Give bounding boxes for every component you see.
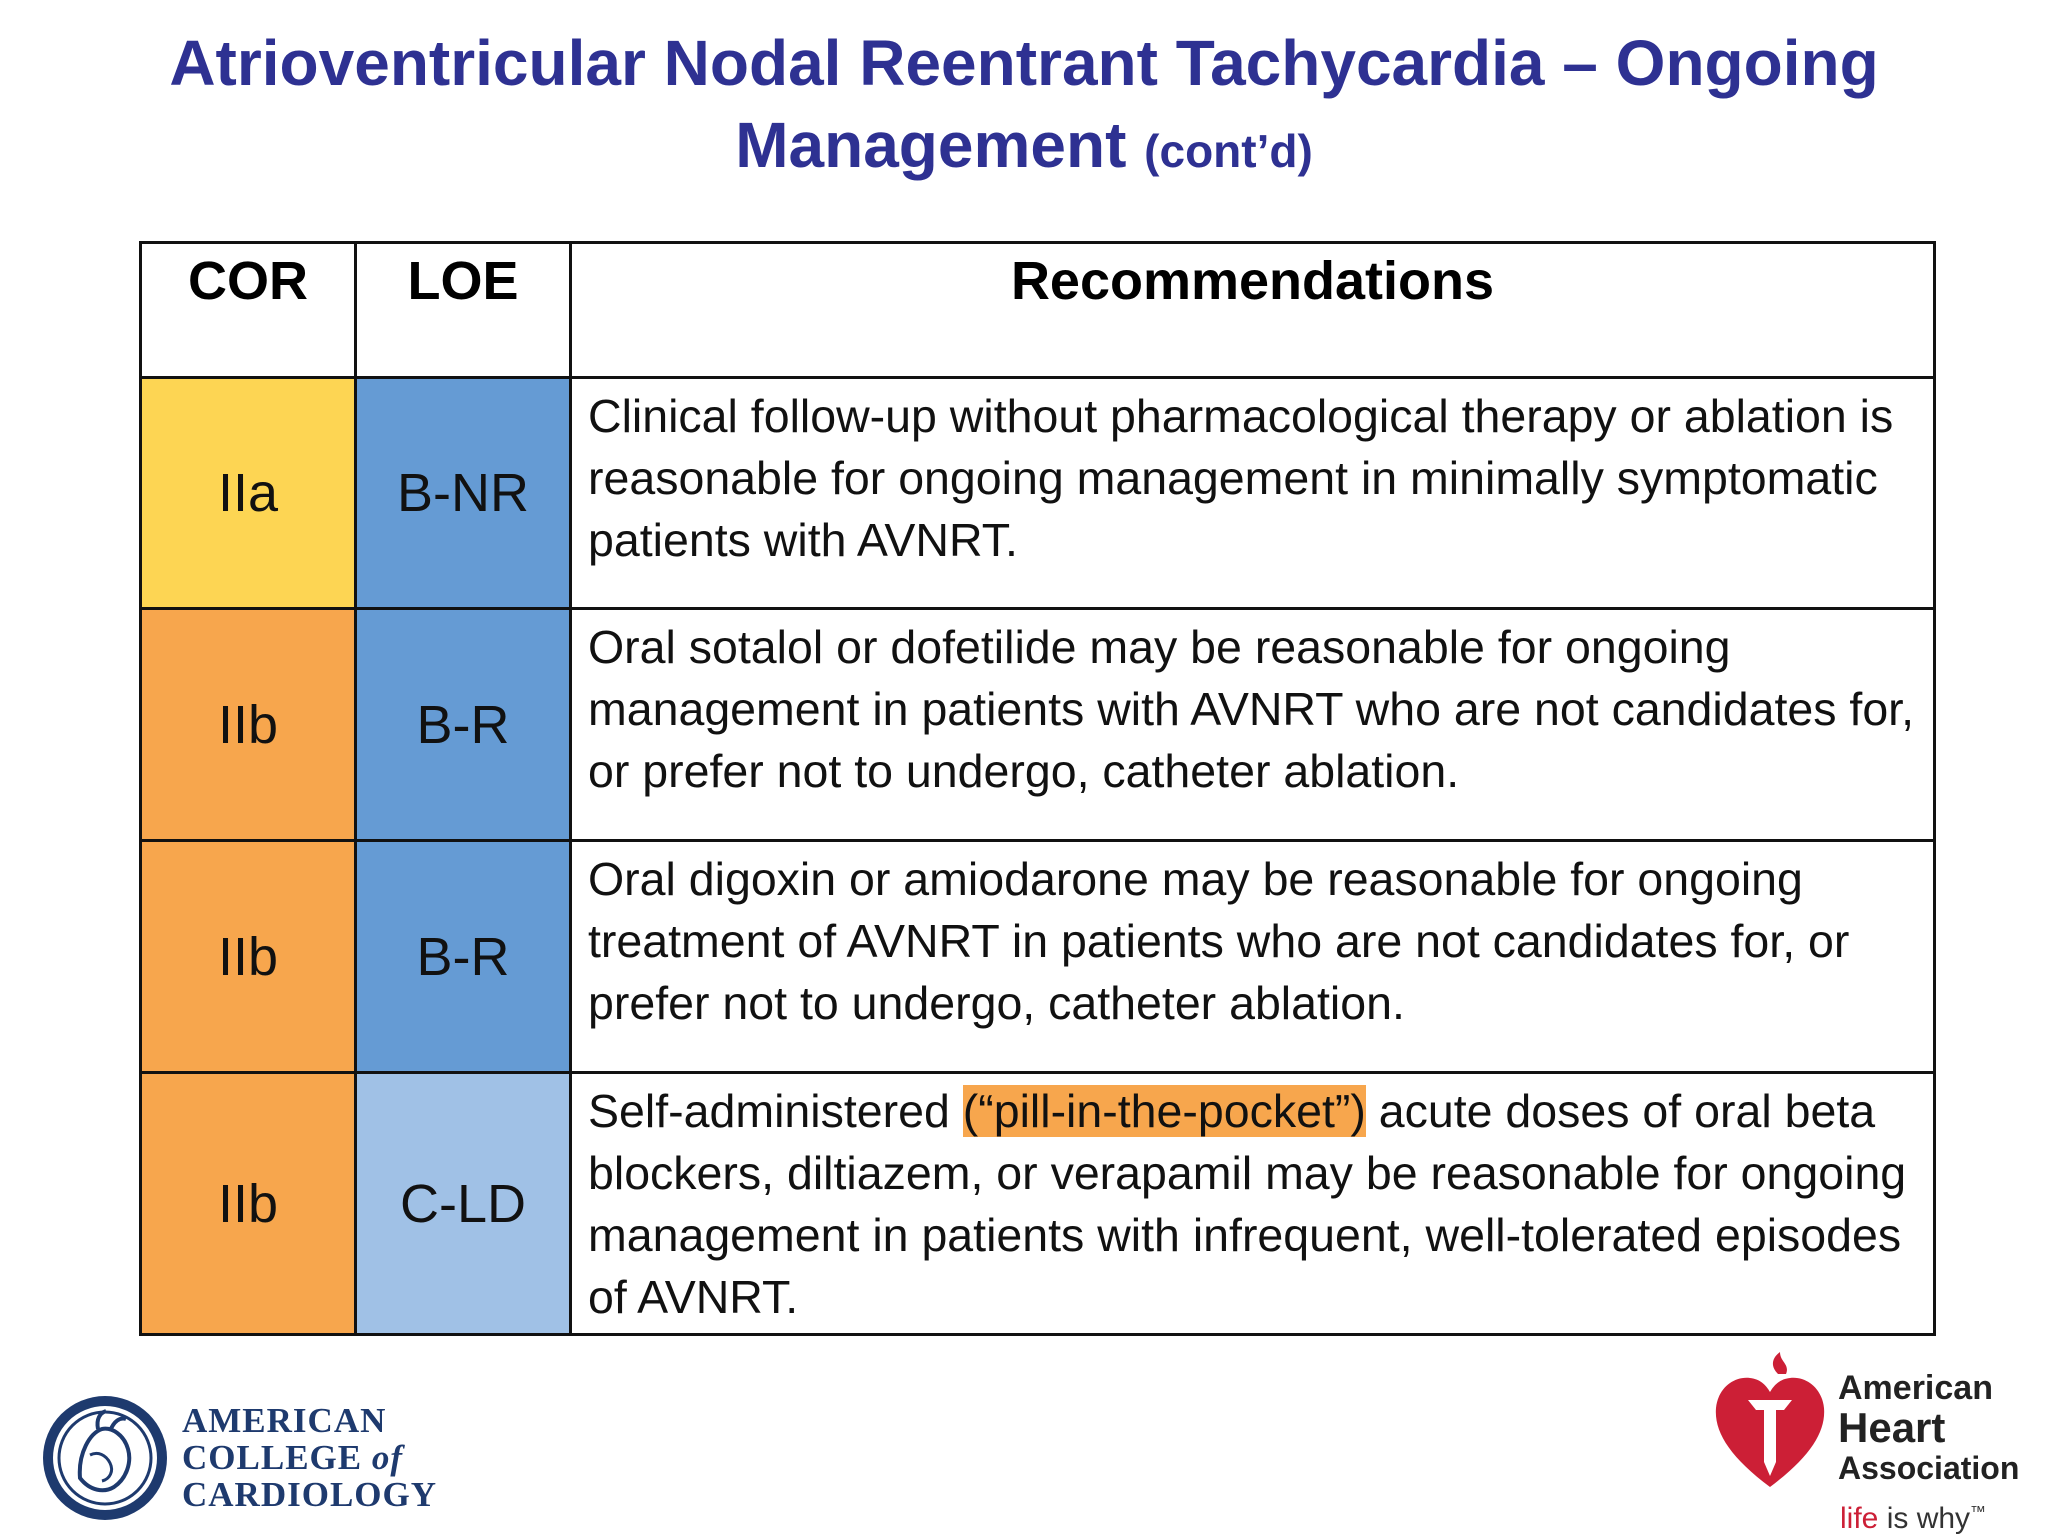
recommendation-text-post: acute doses of oral beta blockers, diltiazem, or verapamil may be reasonable for ongoing management in patients with infrequent, well-tolerated episodes of AVNRT. — [588, 1085, 1907, 1323]
acc-line-1: AMERICAN — [182, 1401, 387, 1440]
header-cor: COR — [141, 243, 356, 378]
acc-logo-text — [182, 1402, 437, 1513]
page-title — [0, 22, 2048, 192]
title-management: Management — [735, 109, 1127, 181]
recommendation-text-pre: Self-administered — [588, 1085, 963, 1137]
recommendation-text: Clinical follow-up without pharmacological therapy or ablation is reasonable for ongoing management in minimally symptomatic patients with AVNRT. — [588, 390, 1894, 566]
table-row — [141, 841, 1935, 1073]
acc-seal-icon — [40, 1393, 170, 1523]
loe-cell: B-R — [356, 609, 571, 841]
cor-cell: IIb — [141, 1073, 356, 1335]
aha-tag-rest: is why — [1878, 1502, 1971, 1535]
recommendations-table — [139, 241, 1936, 1336]
highlighted-phrase: (“pill-in-the-pocket”) — [962, 1085, 1366, 1137]
acc-line-2 — [182, 1439, 437, 1476]
acc-line-3: CARDIOLOGY — [182, 1475, 438, 1514]
recommendation-text: Oral sotalol or dofetilide may be reasonable for ongoing management in patients with AVNRT who are not candidates for, or prefer not to undergo, catheter ablation. — [588, 621, 1915, 797]
recommendation-cell — [571, 378, 1935, 609]
acc-of: of — [371, 1438, 404, 1477]
table-row — [141, 1073, 1935, 1335]
cor-cell: IIb — [141, 609, 356, 841]
title-line-1: Atrioventricular Nodal Reentrant Tachycardia – Ongoing — [169, 27, 1879, 99]
table-row — [141, 378, 1935, 609]
table-row — [141, 609, 1935, 841]
recommendation-cell — [571, 841, 1935, 1073]
recommendation-cell — [571, 1073, 1935, 1335]
aha-logo-text — [1838, 1368, 2019, 1488]
aha-tag-life: life — [1840, 1502, 1879, 1535]
aha-tagline — [1840, 1502, 1986, 1536]
aha-tag-tm: ™ — [1970, 1504, 1987, 1521]
aha-line-2: Heart — [1838, 1404, 1946, 1451]
cor-cell: IIb — [141, 841, 356, 1073]
title-suffix: (cont’d) — [1144, 125, 1313, 177]
table-header-row — [141, 243, 1935, 378]
aha-heart-torch-icon — [1710, 1352, 1830, 1492]
aha-line-3: Association — [1838, 1450, 2020, 1486]
cor-cell: IIa — [141, 378, 356, 609]
loe-cell: B-R — [356, 841, 571, 1073]
recommendation-text: Oral digoxin or amiodarone may be reasonable for ongoing treatment of AVNRT in patients who are not candidates for, or prefer not to undergo, catheter ablation. — [588, 853, 1850, 1029]
recommendation-cell — [571, 609, 1935, 841]
loe-cell: B-NR — [356, 378, 571, 609]
header-recommendations: Recommendations — [571, 243, 1935, 378]
title-line-2 — [0, 104, 2048, 192]
loe-cell: C-LD — [356, 1073, 571, 1335]
aha-line-1: American — [1838, 1369, 1993, 1407]
header-loe: LOE — [356, 243, 571, 378]
acc-college: COLLEGE — [182, 1438, 363, 1477]
